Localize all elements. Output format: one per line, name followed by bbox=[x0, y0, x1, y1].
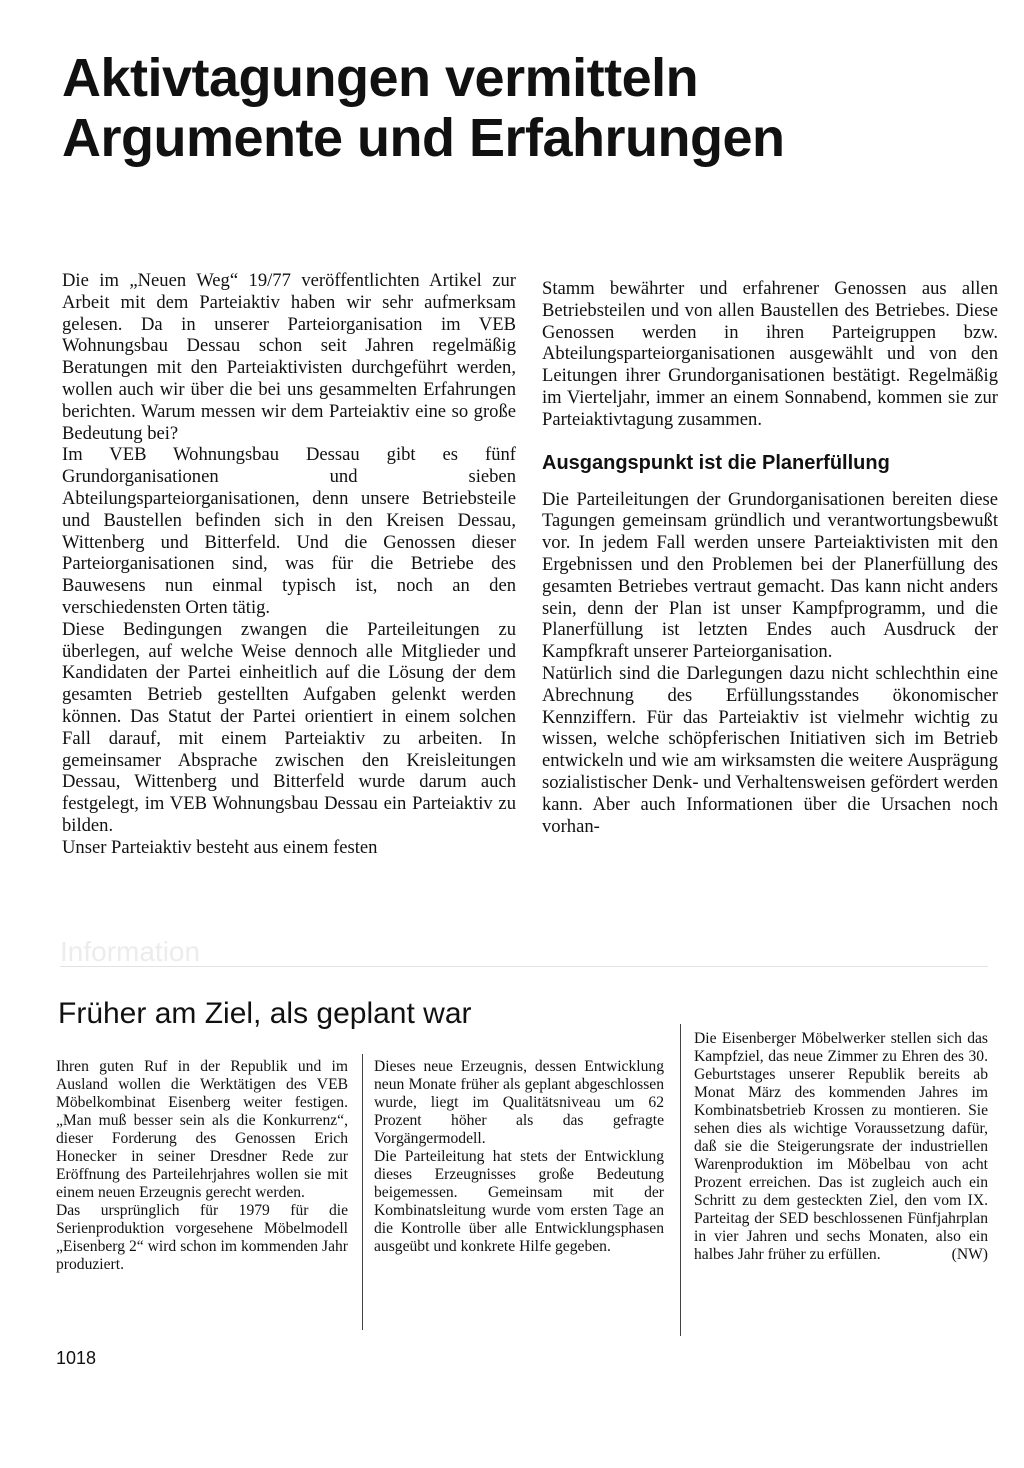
article1-paragraph: Unser Parteiaktiv besteht aus einem festen bbox=[62, 836, 378, 858]
article1-subheading: Ausgangspunkt ist die Planerfüllung bbox=[542, 451, 890, 474]
article1-column-2 bbox=[542, 278, 998, 837]
article2-headline: Früher am Ziel, als geplant war bbox=[58, 997, 472, 1030]
article1-paragraph: Stamm bewährter und erfahrener Genossen aus allen Betriebsteilen und von allen Baustellen des Betriebes. Diese Genossen werden in ihren Parteigruppen bzw. Abteilungsparteiorganisationen ausgewählt und von den Leitungen ihrer Grundorganisationen bestätigt. Regelmäßig im Vierteljahr, immer an einem Sonnabend, kommen sie zur Parteiaktivtagung zusammen. bbox=[542, 278, 998, 430]
section-divider bbox=[60, 966, 988, 967]
section-label: Information bbox=[60, 936, 201, 967]
author-signature: (NW) bbox=[951, 1246, 988, 1263]
column-divider bbox=[362, 1054, 363, 1330]
column-divider bbox=[680, 1024, 681, 1336]
headline-line-2: Argumente und Erfahrungen bbox=[62, 108, 785, 168]
article1-column-1 bbox=[62, 270, 516, 859]
article2-column-2 bbox=[374, 1058, 664, 1256]
article1-paragraph: Natürlich sind die Darlegungen dazu nicht schlechthin eine Abrechnung des Erfüllungsstandes ökonomischer Kennziffern. Für das Parteiaktiv ist vielmehr wichtig zu wissen, welche schöpferischen Initiativen sich im Betrieb entwickeln und wie am wirksamsten die weitere Ausprägung sozialistischer Denk- und Verhaltensweisen gefördert werden kann. Aber auch Informationen über die Ursachen noch vorhan- bbox=[542, 662, 998, 837]
article1-paragraph: Die im „Neuen Weg“ 19/77 veröffentlichten Artikel zur Arbeit mit dem Parteiaktiv haben wir sehr aufmerksam gelesen. Da in unserer Parteiorganisation im VEB Wohnungsbau Dessau schon seit Jahren regelmäßig Beratungen mit den Parteiaktivisten durchgeführt werden, wollen auch wir über die bei uns gesammelten Erfahrungen berichten. Warum messen wir dem Parteiaktiv eine so große Bedeutung bei? bbox=[62, 270, 516, 444]
article2-paragraph: Ihren guten Ruf in der Republik und im Ausland wollen die Werktätigen des VEB Möbelkombinat Eisenberg weiter festigen. „Man muß besser sein als die Konkurrenz“, dieser Forderung des Genossen Erich Honecker in seiner Dresdner Rede zur Eröffnung des Parteilehrjahres wollen sie mit einem neuen Erzeugnis gerecht werden. bbox=[56, 1058, 348, 1201]
article2-paragraph: Dieses neue Erzeugnis, dessen Entwicklung neun Monate früher als geplant abgeschlossen wurde, liegt im Qualitätsniveau um 62 Prozent höher als das gefragte Vorgängermodell. bbox=[374, 1058, 664, 1147]
article2-column-1 bbox=[56, 1058, 348, 1274]
headline bbox=[62, 48, 962, 168]
article1-paragraph: Im VEB Wohnungsbau Dessau gibt es fünf Grundorganisationen und sieben Abteilungsparteiorganisationen, denn unsere Betriebsteile und Baustellen befinden sich in den Kreisen Dessau, Wittenberg und Bitterfeld. Und die Genossen dieser Parteiorganisationen sind, was für die Betriebe des Bauwesens nun einmal typisch ist, noch an den verschiedensten Orten tätig. bbox=[62, 444, 516, 618]
article2-paragraph bbox=[694, 1030, 988, 1264]
article1-paragraph: Die Parteileitungen der Grundorganisationen bereiten diese Tagungen gemeinsam gründlich und verantwortungsbewußt vor. In jedem Fall werden unsere Parteiaktivisten mit den Ergebnissen und den Problemen bei der Planerfüllung des gesamten Betriebes vertraut gemacht. Das kann nicht anders sein, denn der Plan ist unser Kampfprogramm, und die Planerfüllung ist letzten Endes auch Ausdruck der Kampfkraft unserer Parteiorganisation. bbox=[542, 488, 998, 663]
article2-paragraph-text: Die Eisenberger Möbelwerker stellen sich das Kampfziel, das neue Zimmer zu Ehren des 30. Geburtstages unserer Republik bereits ab Monat März des kommenden Jahres im Kombinatsbetrieb Krossen zu montieren. Sie sehen dies als wichtige Voraussetzung dafür, daß sie die Steigerungsrate der industriellen Warenproduktion im Möbelbau von acht Prozent erreichen. Das ist zugleich auch ein Schritt zu dem gesteckten Ziel, den vom IX. Parteitag der SED beschlossenen Fünfjahrplan in vier Jahren und sechs Monaten, also ein halbes Jahr früher zu erfüllen. bbox=[694, 1030, 988, 1263]
article2-column-3 bbox=[694, 1030, 988, 1264]
article1-paragraph: Diese Bedingungen zwangen die Parteileitungen zu überlegen, auf welche Weise dennoch alle Mitglieder und Kandidaten der Partei einheitlich auf die Lösung der dem gesamten Betrieb gestellten Aufgaben gelenkt werden können. Das Statut der Partei orientiert in einem solchen Fall darauf, mit einem Parteiaktiv zu arbeiten. In gemeinsamer Absprache zwischen den Kreisleitungen Dessau, Wittenberg und Bitterfeld wurde darum auch festgelegt, im VEB Wohnungsbau Dessau ein Parteiaktiv zu bilden. bbox=[62, 618, 516, 836]
article2-paragraph: Das ursprünglich für 1979 für die Serienproduktion vorgesehene Möbelmodell „Eisenberg 2“ wird schon im kommenden Jahr produziert. bbox=[56, 1202, 348, 1273]
article2-paragraph: Die Parteileitung hat stets der Entwicklung dieses Erzeugnisses große Bedeutung beigemessen. Gemeinsam mit der Kombinatsleitung wurde vom ersten Tage an die Kontrolle über alle Entwicklungsphasen ausgeübt und konkrete Hilfe gegeben. bbox=[374, 1148, 664, 1255]
page-number: 1018 bbox=[56, 1348, 97, 1368]
headline-line-1: Aktivtagungen vermitteln bbox=[62, 48, 699, 108]
